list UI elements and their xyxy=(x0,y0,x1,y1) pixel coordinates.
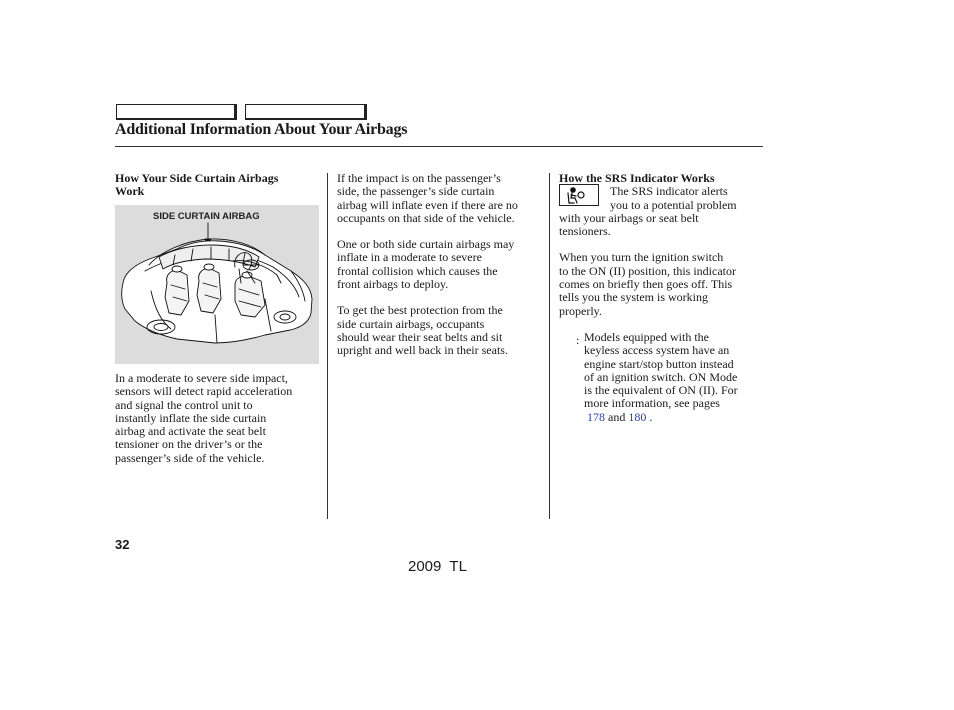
link-conjunction: and xyxy=(608,409,626,424)
page-number: 32 xyxy=(115,537,130,552)
footer-model: 2009 TL xyxy=(408,558,467,575)
page-link-178[interactable]: 178 xyxy=(587,409,605,424)
keyless-note-text: Models equipped with the keyless access system have an engine start/stop button instead of an ignition switch. ON Mode is the equivalent of ON (II). For more information, see pages xyxy=(584,329,738,411)
column-1 xyxy=(115,172,325,199)
column-divider xyxy=(327,173,328,519)
figure-label: SIDE CURTAIN AIRBAG xyxy=(153,211,260,222)
frontal-collision-paragraph: One or both side curtain airbags may inflate in a moderate to severe frontal collision which causes the front airbags to deploy. xyxy=(337,237,515,292)
keyless-note xyxy=(584,331,764,424)
srs-intro-text: The SRS indicator alerts you to a potential problem xyxy=(610,184,737,212)
page-link-180[interactable]: 180 xyxy=(628,409,647,424)
nav-tab-section-contents[interactable] xyxy=(245,104,367,120)
page-title: Additional Information About Your Airbags xyxy=(115,121,408,138)
note-marker: : xyxy=(576,333,580,347)
section-heading-side-curtain: How Your Side Curtain Airbags Work xyxy=(115,171,279,199)
best-protection-paragraph: To get the best protection from the side curtain airbags, occupants should wear their seat belts and sit upright and well back in their seats. xyxy=(337,303,508,358)
column-divider xyxy=(549,173,550,519)
airbag-person-icon xyxy=(560,185,600,207)
link-trailing-period: . xyxy=(649,409,653,424)
car-cutaway-illustration xyxy=(115,205,319,364)
passenger-side-paragraph: If the impact is on the passenger’s side, the passenger’s side curtain airbag will inflate even if there are no occupants on that side of the vehicle. xyxy=(337,171,518,225)
srs-intro-text-continued: with your airbags or seat belt tensioners. xyxy=(559,210,699,239)
column-1-body xyxy=(115,372,327,465)
side-impact-paragraph: In a moderate to severe side impact, sensors will detect rapid acceleration and signal the control unit to instantly inflate the side curtain airbag and activate the seat belt tensioner on the driver’s or the passenger’s side of the vehicle. xyxy=(115,371,293,465)
ignition-paragraph: When you turn the ignition switch to the ON (II) position, this indicator comes on briefly then goes off. This tells you the system is working properly. xyxy=(559,250,736,318)
column-3 xyxy=(559,172,764,424)
column-2 xyxy=(337,172,547,358)
side-curtain-airbag-figure xyxy=(115,205,319,364)
nav-tab-main-menu[interactable] xyxy=(116,104,237,120)
section-heading-srs-indicator: How the SRS Indicator Works xyxy=(559,171,715,185)
title-divider xyxy=(115,146,763,147)
srs-indicator-icon xyxy=(559,184,599,206)
